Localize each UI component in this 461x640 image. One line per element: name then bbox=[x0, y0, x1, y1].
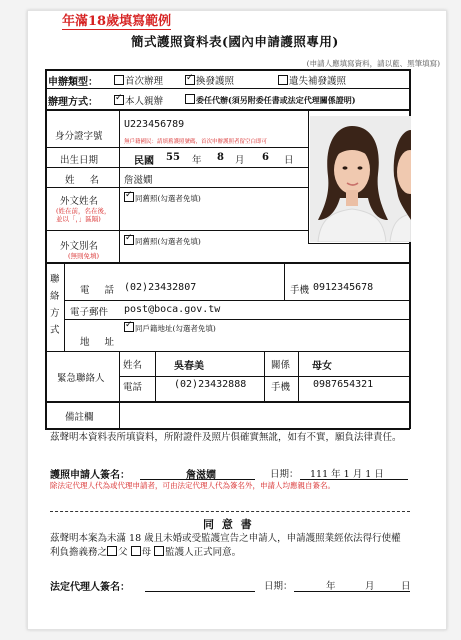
in-person-checkbox[interactable] bbox=[114, 95, 124, 105]
signature-date-label: 日期： bbox=[270, 469, 299, 480]
mobile-label: 手機 bbox=[290, 285, 310, 296]
apply-method-label: 辦理方式： bbox=[48, 97, 98, 108]
option-renewal[interactable]: ✓ 換發護照 bbox=[185, 73, 234, 87]
applicant-signature-value[interactable]: 詹滋嫺 bbox=[186, 470, 216, 481]
lost-replacement-checkbox[interactable] bbox=[278, 75, 288, 85]
guardian-signature-label: 法定代理人簽名： bbox=[50, 582, 130, 593]
address-label: 地 址 bbox=[80, 337, 121, 348]
example-title: 年滿18歲填寫範例 bbox=[62, 10, 171, 30]
renewal-checkbox[interactable] bbox=[185, 75, 195, 85]
birth-day[interactable]: 6 bbox=[262, 152, 269, 163]
name-label: 姓 名 bbox=[65, 175, 106, 186]
foreign-alias-checkbox[interactable] bbox=[124, 235, 134, 245]
option-in-person[interactable]: ✓ 本人親辦 bbox=[114, 93, 163, 107]
name-value[interactable]: 詹滋嫺 bbox=[124, 175, 153, 186]
guardian-date-label: 日期： bbox=[264, 581, 293, 592]
guardian-date-line[interactable] bbox=[294, 591, 410, 592]
foreign-alias-note: (無則免填) bbox=[68, 252, 100, 260]
emergency-name-label: 姓名 bbox=[123, 360, 143, 371]
apply-type-label: 申辦類型： bbox=[48, 77, 98, 88]
option-proxy[interactable]: 委任代辦(須另附委任書或法定代理關係證明) bbox=[185, 94, 356, 106]
id-number-label: 身分證字號 bbox=[55, 131, 103, 142]
consent-father-checkbox[interactable] bbox=[107, 546, 117, 556]
email-value[interactable]: post@boca.gov.tw bbox=[124, 304, 221, 315]
consent-text: 茲聲明本案為未滿 18 歲且未婚或受監護宣告之申請人，申請護照業經依法得行使權利負擔義務之 父 母 監護人正式同意。 bbox=[50, 533, 401, 558]
relation-value[interactable]: 母女 bbox=[312, 361, 332, 372]
emergency-phone-label: 電話 bbox=[123, 382, 143, 393]
contact-group-label: 聯 絡 方 式 bbox=[50, 274, 60, 336]
remarks-label: 備註欄 bbox=[65, 412, 94, 423]
phone-label: 電 話 bbox=[80, 285, 121, 296]
form-notice: (申請人應填寫資料，請以藍、黑筆填寫) bbox=[306, 59, 440, 68]
emergency-mobile-value[interactable]: 0987654321 bbox=[313, 379, 374, 390]
relation-label: 關係 bbox=[271, 360, 291, 371]
birth-label: 出生日期 bbox=[60, 155, 99, 166]
applicant-signature-label: 護照申請人簽名： bbox=[50, 470, 130, 481]
birth-year[interactable]: 55 bbox=[166, 152, 180, 163]
applicant-photo bbox=[310, 116, 411, 242]
guardian-signature-line[interactable] bbox=[145, 591, 255, 592]
emergency-label: 緊急聯絡人 bbox=[57, 373, 105, 384]
foreign-name-label: 外文姓名 bbox=[60, 196, 99, 207]
declaration-text: 茲聲明本資料表所填資料，所附證件及照片俱確實無訛，如有不實，願負法律責任。 bbox=[50, 432, 402, 443]
signature-red-note: 除法定代理人代為或代理申請者，可由法定代理人代為簽名外，申請人均應親自簽名。 bbox=[50, 481, 335, 490]
emergency-name-value[interactable]: 吳春美 bbox=[174, 361, 204, 372]
first-time-checkbox[interactable] bbox=[114, 75, 124, 85]
birth-era: 民國 bbox=[134, 156, 154, 167]
birth-month[interactable]: 8 bbox=[217, 152, 224, 163]
id-number-note: 無戶籍國民：請填舊護照號碼，首次申辦護照者留空白即可 bbox=[124, 139, 268, 145]
emergency-phone-value[interactable]: (02)23432888 bbox=[174, 379, 247, 390]
emergency-mobile-label: 手機 bbox=[271, 382, 291, 393]
id-number-value[interactable]: U223456789 bbox=[124, 119, 185, 130]
option-first-time[interactable]: 首次辦理 bbox=[114, 73, 163, 87]
foreign-alias-same-option[interactable]: ✓同舊照(勾選者免填) bbox=[124, 235, 201, 247]
email-label: 電子郵件 bbox=[70, 307, 109, 318]
option-lost-replacement[interactable]: 遺失補發護照 bbox=[278, 73, 346, 87]
signature-date-value[interactable]: 111 年 1 月 1 日 bbox=[310, 469, 384, 480]
proxy-checkbox[interactable] bbox=[185, 94, 195, 104]
consent-title: 同 意 書 bbox=[203, 518, 254, 531]
foreign-name-same-option[interactable]: ✓同舊照(勾選者免填) bbox=[124, 192, 201, 204]
address-same-option[interactable]: ✓同戶籍地址(勾選者免填) bbox=[124, 322, 216, 334]
consent-guardian-checkbox[interactable] bbox=[154, 546, 164, 556]
mobile-value[interactable]: 0912345678 bbox=[313, 282, 374, 293]
foreign-alias-label: 外文別名 bbox=[60, 241, 99, 252]
address-checkbox[interactable] bbox=[124, 322, 134, 332]
foreign-name-note: (姓在前，名在後，並以「，」區隔) bbox=[56, 207, 111, 223]
form-title: 簡式護照資料表(國內申請護照專用) bbox=[131, 34, 339, 49]
consent-mother-checkbox[interactable] bbox=[131, 546, 141, 556]
phone-value[interactable]: (02)23432807 bbox=[124, 282, 197, 293]
form-paper: 年滿18歲填寫範例 簡式護照資料表(國內申請護照專用) (申請人應填寫資料，請以藍、黑筆填寫) 申辦類型： 首次辦理 ✓ 換發護照 遺失補發護照 辦理方式： ✓ 本人親辦 委任代辦(須另附委任書或法定代理關係證明) 身分證字號 U223456789 無戶籍國民：請填舊護照號碼，首次申辦護照者留空白即可 出生日期 民國 55 年 8 月 6 日 姓 名 詹滋嫺 外文姓名 (姓在前，名在後，並以「，」區隔) ✓同舊照(勾選者免填) 外文別名 (無則免填) ✓同舊照(勾選者免填) 聯 絡 方 式 電 話 (02)23432807 手機 0912345678 電子郵件 post@boca.gov.tw ✓同戶籍地址(勾選者免填) 地 址 緊急聯絡人 姓名 吳春美 關係 母女 電話 (02)23432888 手機 0987654321 備註欄 茲聲明本資料表所填資料，所附證件及照片俱確實無訛，如有不實，願負法律責任。 護照申請人簽名： 詹滋嫺 日期： 111 年 1 月 1 日 除法定代理人代為或代理申請者，可由法定代理人代為簽名外，申請人均應親自簽名。 同 意 書 茲聲明本案為未滿 18 歲且未婚或受監護宣告之申請人，申請護照業經依法得行使權利負擔義務之 父 母 監護人正式同意。 法定代理人簽名： 日期： 年 月 日 bbox=[27, 10, 447, 630]
foreign-name-checkbox[interactable] bbox=[124, 192, 134, 202]
